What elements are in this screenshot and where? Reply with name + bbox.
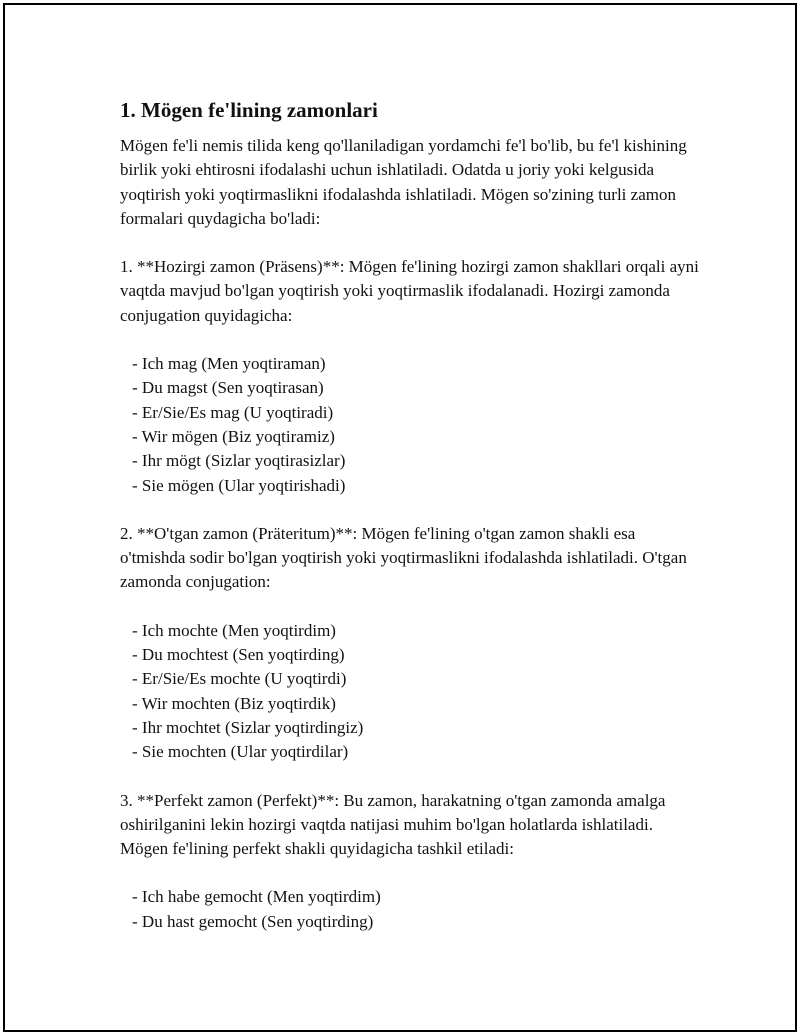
- list-item: - Du hast gemocht (Sen yoqtirding): [132, 910, 700, 934]
- section-paragraph-perfect: 3. **Perfekt zamon (Perfekt)**: Bu zamon, harakatning o'tgan zamonda amalga oshirilganini lekin hozirgi vaqtda natijasi muhim bo'lgan holatlarda ishlatiladi. Mögen fe'lining perfekt shakli quyidagicha tashkil etiladi:: [120, 790, 666, 859]
- section-paragraph-present: 1. **Hozirgi zamon (Präsens)**: Mögen fe'lining hozirgi zamon shakllari orqali ayni vaqtda mavjud bo'lgan yoqtirish yoki yoqtirmaslik ifodalanadi. Hozirgi zamonda conjugation quyidagicha:: [120, 257, 699, 325]
- list-item: - Ihr mögt (Sizlar yoqtirasizlar): [132, 449, 700, 473]
- list-item: - Ich habe gemocht (Men yoqtirdim): [132, 885, 700, 909]
- list-item: - Sie mochten (Ular yoqtirdilar): [132, 740, 700, 764]
- list-item: - Du mochtest (Sen yoqtirding): [132, 643, 700, 667]
- intro-paragraph: Mögen fe'li nemis tilida keng qo'llaniladigan yordamchi fe'l bo'lib, bu fe'l kishining birlik yoki ehtirosni ifodalashi uchun ishlatiladi. Odatda u joriy yoki kelgusida yoqtirish yoki yoqtirmaslikni ifodalashda ishlatiladi. Mögen so'zining turli zamon formalari quydagicha bo'ladi:: [120, 136, 687, 228]
- list-item: - Er/Sie/Es mochte (U yoqtirdi): [132, 667, 700, 691]
- list-item: - Ich mochte (Men yoqtirdim): [132, 619, 700, 643]
- list-item: - Wir mochten (Biz yoqtirdik): [132, 692, 700, 716]
- list-item: - Ich mag (Men yoqtiraman): [132, 352, 700, 376]
- list-item: - Ihr mochtet (Sizlar yoqtirdingiz): [132, 716, 700, 740]
- conjugation-list-perfect: [120, 885, 700, 934]
- document-title: 1. Mögen fe'lining zamonlari: [120, 98, 378, 122]
- conjugation-list-preterite: [120, 619, 700, 765]
- document-body: [120, 97, 700, 934]
- page-frame: [3, 3, 797, 1032]
- list-item: - Du magst (Sen yoqtirasan): [132, 376, 700, 400]
- list-item: - Wir mögen (Biz yoqtiramiz): [132, 425, 700, 449]
- list-item: - Sie mögen (Ular yoqtirishadi): [132, 474, 700, 498]
- conjugation-list-present: [120, 352, 700, 498]
- section-paragraph-preterite: 2. **O'tgan zamon (Präteritum)**: Mögen fe'lining o'tgan zamon shakli esa o'tmishda sodir bo'lgan yoqtirish yoki yoqtirmaslikni ifodalashda ishlatiladi. O'tgan zamonda conjugation:: [120, 523, 687, 592]
- list-item: - Er/Sie/Es mag (U yoqtiradi): [132, 401, 700, 425]
